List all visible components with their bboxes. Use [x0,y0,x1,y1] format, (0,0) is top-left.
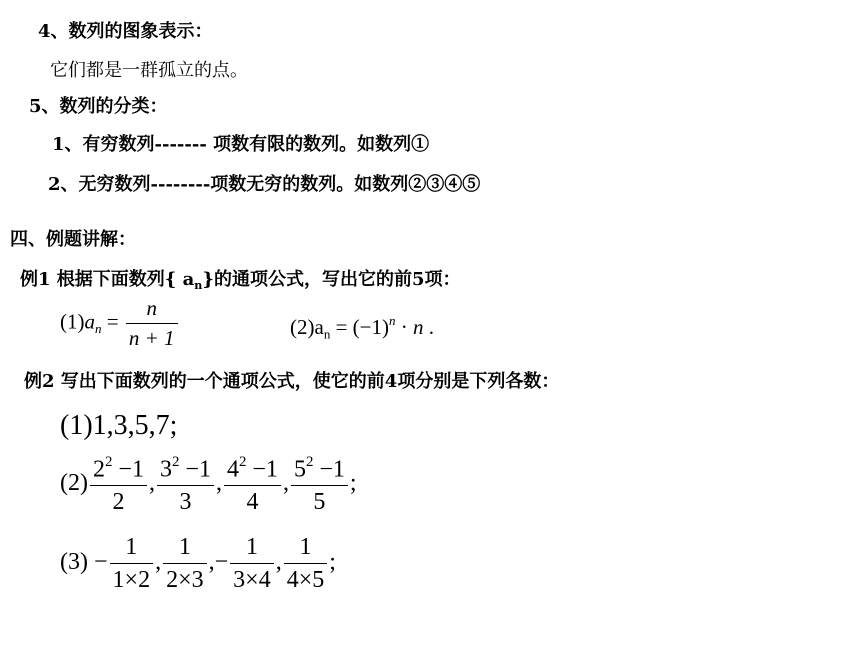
seq-2-term-4-den: 5 [291,485,348,514]
seq-2-term-1-base: 2 [92,456,105,483]
seq-2-term-3 [224,455,281,514]
section-5-heading: 5、数列的分类： [29,96,168,117]
seq-3-label: (3) − [60,549,108,576]
seq-3-term-4-den: 4×5 [284,563,328,592]
formula-1-sub: n [95,320,102,336]
seq-3-term-3-den: 3×4 [230,563,274,592]
example-2-seq-2 [60,455,357,514]
formula-2-var: n [413,315,424,340]
formula-1-fraction [126,298,178,349]
example-1-text [20,268,461,298]
seq-3-term-3 [230,535,274,592]
seq-3-term-2-num: 1 [178,534,191,560]
seq-2-term-2 [157,455,214,514]
example-1-formula-2 [290,314,434,341]
formula-1-numerator: n [146,296,157,320]
examples-heading: 四、例题讲解： [10,229,136,250]
seq-2-term-1-exp: 2 [104,454,113,470]
seq-3-end: ; [329,549,336,576]
formula-2-sup: n [389,313,396,328]
seq-3-term-1-num: 1 [125,534,138,560]
seq-3-term-2-den: 2×3 [163,563,207,592]
seq-3-sep-2: ,− [208,549,229,576]
seq-3-term-4-num: 1 [299,534,312,560]
example-1-suffix: }的通项公式，写出它的前5项： [202,269,461,290]
seq-2-term-4 [291,455,348,514]
seq-2-term-3-den: 4 [224,485,281,514]
seq-3-term-1-den: 1×2 [110,563,154,592]
formula-1-denominator: n + 1 [126,323,178,349]
seq-2-label: (2) [60,470,88,497]
example-2-text: 例2 写出下面数列的一个通项公式，使它的前4项分别是下列各数： [24,371,560,392]
seq-3-term-4 [284,535,328,592]
section-4-heading: 4、数列的图象表示： [38,21,213,42]
example-1-prefix: 例1 根据下面数列{ a [20,269,195,290]
seq-2-sep-3: , [282,470,289,497]
example-2-seq-3 [60,535,336,592]
seq-2-term-2-base: 3 [159,456,172,483]
seq-3-term-2 [163,535,207,592]
seq-3-sep-3: , [275,549,282,576]
formula-2-label: (2)a [290,315,324,340]
formula-2-sub: n [323,326,331,342]
seq-2-term-1-minus: −1 [112,456,144,483]
formula-2-end: . [423,315,435,340]
example-1-subscript: n [194,278,203,292]
seq-2-term-4-exp: 2 [305,454,314,470]
formula-1-var: a [84,309,95,334]
section-5-item-finite: 1、有穷数列------- 项数有限的数列。如数列① [52,134,430,155]
section-5-item-infinite: 2、无穷数列--------项数无穷的数列。如数列②③④⑤ [48,174,481,195]
section-4-body: 它们都是一群孤立的点。 [50,60,248,81]
seq-2-term-4-base: 5 [293,456,306,483]
formula-2-eq: = (−1) [330,315,390,340]
seq-2-term-4-minus: −1 [313,456,345,483]
seq-2-term-3-exp: 2 [238,454,247,470]
seq-2-term-2-den: 3 [157,485,214,514]
seq-2-sep-1: , [148,470,155,497]
seq-3-term-1 [110,535,154,592]
seq-3-sep-1: , [155,549,162,576]
formula-1-eq: = [101,309,124,334]
seq-2-term-3-minus: −1 [246,456,278,483]
seq-2-term-2-exp: 2 [171,454,180,470]
seq-2-term-1 [90,455,147,514]
formula-1-label: (1) [60,309,85,334]
seq-3-term-3-num: 1 [245,534,258,560]
example-1-formula-1 [60,298,180,349]
seq-2-term-1-den: 2 [90,485,147,514]
seq-2-end: ; [349,470,357,497]
example-2-seq-1: (1)1,3,5,7; [60,410,178,441]
seq-2-term-3-base: 4 [226,456,239,483]
seq-2-sep-2: , [215,470,222,497]
seq-2-term-2-minus: −1 [179,456,211,483]
formula-2-dot: · [395,315,414,340]
